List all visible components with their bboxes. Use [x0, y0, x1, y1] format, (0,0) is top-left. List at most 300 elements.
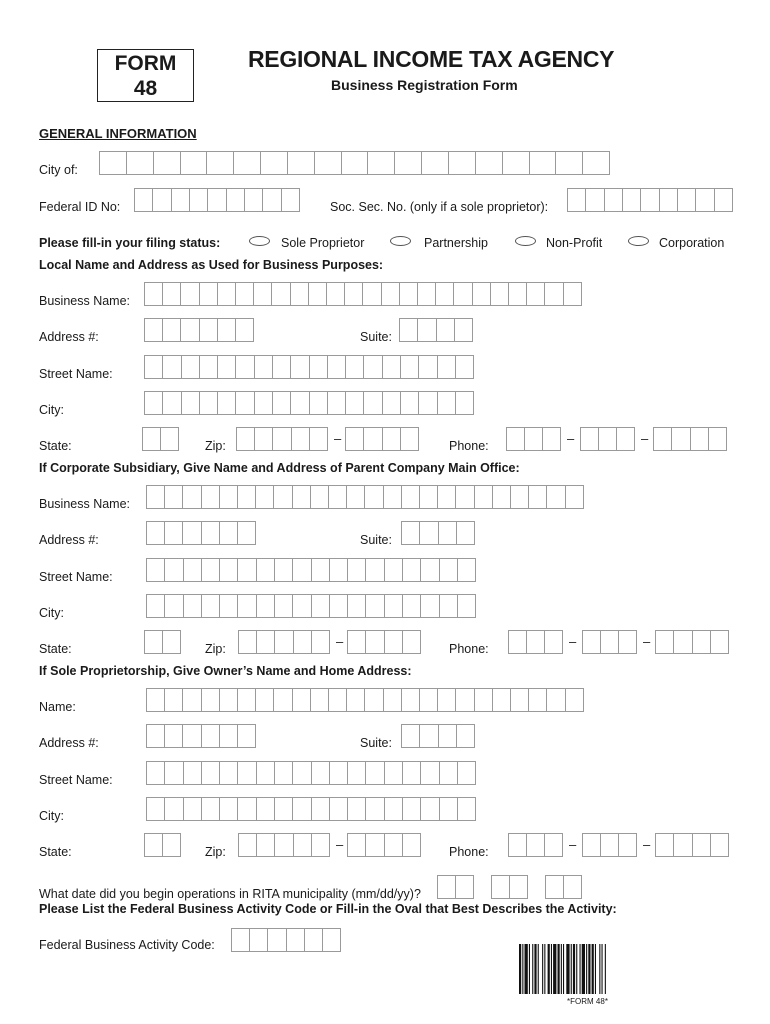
owner-zip-extension-field[interactable] [347, 833, 421, 857]
char-cell[interactable] [544, 283, 562, 305]
char-cell[interactable] [710, 834, 728, 856]
char-cell[interactable] [529, 152, 556, 174]
partnership-oval[interactable] [390, 236, 411, 246]
char-cell[interactable] [226, 189, 244, 211]
char-cell[interactable] [274, 595, 292, 617]
char-cell[interactable] [455, 486, 473, 508]
char-cell[interactable] [418, 356, 436, 378]
char-cell[interactable] [472, 283, 490, 305]
char-cell[interactable] [274, 762, 292, 784]
char-cell[interactable] [292, 595, 310, 617]
state-field[interactable] [142, 427, 179, 451]
char-cell[interactable] [164, 522, 182, 544]
char-cell[interactable] [585, 189, 603, 211]
char-cell[interactable] [671, 428, 689, 450]
char-cell[interactable] [271, 283, 289, 305]
char-cell[interactable] [162, 283, 180, 305]
char-cell[interactable] [384, 631, 402, 653]
owner-street-name-field[interactable] [146, 761, 476, 785]
parent-zip-extension-field[interactable] [347, 630, 421, 654]
char-cell[interactable] [509, 631, 526, 653]
char-cell[interactable] [217, 319, 235, 341]
char-cell[interactable] [402, 522, 419, 544]
char-cell[interactable] [382, 428, 400, 450]
char-cell[interactable] [162, 392, 180, 414]
char-cell[interactable] [219, 486, 237, 508]
char-cell[interactable] [254, 392, 272, 414]
char-cell[interactable] [273, 486, 291, 508]
char-cell[interactable] [417, 319, 435, 341]
char-cell[interactable] [273, 689, 291, 711]
char-cell[interactable] [457, 762, 475, 784]
char-cell[interactable] [145, 834, 162, 856]
char-cell[interactable] [145, 631, 162, 653]
char-cell[interactable] [346, 689, 364, 711]
char-cell[interactable] [290, 356, 308, 378]
char-cell[interactable] [293, 834, 311, 856]
char-cell[interactable] [583, 834, 600, 856]
char-cell[interactable] [153, 152, 180, 174]
char-cell[interactable] [327, 392, 345, 414]
owner-name-field[interactable] [146, 688, 584, 712]
char-cell[interactable] [274, 798, 292, 820]
char-cell[interactable] [510, 486, 528, 508]
char-cell[interactable] [402, 595, 420, 617]
char-cell[interactable] [253, 283, 271, 305]
char-cell[interactable] [346, 486, 364, 508]
char-cell[interactable] [201, 798, 219, 820]
char-cell[interactable] [201, 522, 219, 544]
char-cell[interactable] [290, 392, 308, 414]
owner-city-field[interactable] [146, 797, 476, 821]
char-cell[interactable] [439, 798, 457, 820]
char-cell[interactable] [181, 356, 199, 378]
char-cell[interactable] [402, 834, 420, 856]
char-cell[interactable] [164, 559, 182, 581]
char-cell[interactable] [162, 631, 180, 653]
owner-zip-field[interactable] [238, 833, 330, 857]
char-cell[interactable] [365, 762, 383, 784]
char-cell[interactable] [565, 486, 583, 508]
parent-phone-area-code-field[interactable] [508, 630, 563, 654]
char-cell[interactable] [419, 725, 437, 747]
char-cell[interactable] [618, 834, 636, 856]
char-cell[interactable] [346, 428, 363, 450]
char-cell[interactable] [147, 595, 164, 617]
char-cell[interactable] [546, 876, 563, 898]
char-cell[interactable] [219, 798, 237, 820]
char-cell[interactable] [528, 689, 546, 711]
char-cell[interactable] [199, 392, 217, 414]
char-cell[interactable] [526, 834, 544, 856]
char-cell[interactable] [182, 689, 200, 711]
char-cell[interactable] [365, 595, 383, 617]
char-cell[interactable] [400, 356, 418, 378]
phone-area-code-field[interactable] [506, 427, 561, 451]
char-cell[interactable] [286, 929, 304, 951]
char-cell[interactable] [237, 559, 255, 581]
char-cell[interactable] [542, 428, 560, 450]
char-cell[interactable] [400, 428, 418, 450]
non-profit-oval[interactable] [515, 236, 536, 246]
char-cell[interactable] [384, 595, 402, 617]
char-cell[interactable] [474, 689, 492, 711]
char-cell[interactable] [147, 559, 164, 581]
char-cell[interactable] [673, 834, 691, 856]
char-cell[interactable] [135, 189, 152, 211]
char-cell[interactable] [322, 929, 340, 951]
char-cell[interactable] [455, 876, 473, 898]
char-cell[interactable] [456, 725, 474, 747]
char-cell[interactable] [437, 392, 455, 414]
char-cell[interactable] [180, 152, 207, 174]
char-cell[interactable] [394, 152, 421, 174]
char-cell[interactable] [455, 356, 473, 378]
char-cell[interactable] [544, 631, 562, 653]
char-cell[interactable] [217, 392, 235, 414]
char-cell[interactable] [237, 522, 255, 544]
char-cell[interactable] [365, 834, 383, 856]
char-cell[interactable] [492, 876, 509, 898]
char-cell[interactable] [439, 559, 457, 581]
char-cell[interactable] [714, 189, 732, 211]
char-cell[interactable] [291, 428, 309, 450]
char-cell[interactable] [362, 283, 380, 305]
char-cell[interactable] [180, 319, 198, 341]
char-cell[interactable] [384, 559, 402, 581]
char-cell[interactable] [457, 595, 475, 617]
char-cell[interactable] [290, 283, 308, 305]
char-cell[interactable] [364, 486, 382, 508]
char-cell[interactable] [421, 152, 448, 174]
char-cell[interactable] [147, 522, 164, 544]
char-cell[interactable] [526, 631, 544, 653]
char-cell[interactable] [255, 486, 273, 508]
char-cell[interactable] [437, 689, 455, 711]
city-of-field[interactable] [99, 151, 610, 175]
char-cell[interactable] [145, 356, 162, 378]
char-cell[interactable] [255, 689, 273, 711]
char-cell[interactable] [507, 428, 524, 450]
char-cell[interactable] [237, 595, 255, 617]
char-cell[interactable] [363, 356, 381, 378]
char-cell[interactable] [217, 283, 235, 305]
phone-line-field[interactable] [653, 427, 727, 451]
char-cell[interactable] [256, 631, 274, 653]
char-cell[interactable] [126, 152, 153, 174]
char-cell[interactable] [262, 189, 280, 211]
char-cell[interactable] [457, 559, 475, 581]
char-cell[interactable] [219, 559, 237, 581]
char-cell[interactable] [147, 486, 164, 508]
char-cell[interactable] [311, 762, 329, 784]
char-cell[interactable] [145, 319, 162, 341]
char-cell[interactable] [436, 319, 454, 341]
char-cell[interactable] [189, 189, 207, 211]
char-cell[interactable] [219, 725, 237, 747]
char-cell[interactable] [382, 392, 400, 414]
parent-city-field[interactable] [146, 594, 476, 618]
char-cell[interactable] [401, 689, 419, 711]
char-cell[interactable] [654, 428, 671, 450]
char-cell[interactable] [237, 725, 255, 747]
char-cell[interactable] [448, 152, 475, 174]
activity-code-field[interactable] [231, 928, 341, 952]
char-cell[interactable] [563, 876, 581, 898]
char-cell[interactable] [600, 631, 618, 653]
parent-phone-line-field[interactable] [655, 630, 729, 654]
char-cell[interactable] [201, 559, 219, 581]
char-cell[interactable] [583, 631, 600, 653]
char-cell[interactable] [454, 319, 472, 341]
char-cell[interactable] [267, 929, 285, 951]
char-cell[interactable] [182, 486, 200, 508]
char-cell[interactable] [582, 152, 609, 174]
zip-field[interactable] [236, 427, 328, 451]
char-cell[interactable] [256, 559, 274, 581]
char-cell[interactable] [383, 486, 401, 508]
char-cell[interactable] [475, 152, 502, 174]
char-cell[interactable] [418, 392, 436, 414]
char-cell[interactable] [160, 428, 178, 450]
char-cell[interactable] [508, 283, 526, 305]
char-cell[interactable] [344, 283, 362, 305]
char-cell[interactable] [217, 356, 235, 378]
char-cell[interactable] [326, 283, 344, 305]
owner-phone-line-field[interactable] [655, 833, 729, 857]
char-cell[interactable] [293, 631, 311, 653]
char-cell[interactable] [145, 392, 162, 414]
char-cell[interactable] [292, 798, 310, 820]
char-cell[interactable] [162, 356, 180, 378]
char-cell[interactable] [402, 631, 420, 653]
char-cell[interactable] [329, 595, 347, 617]
char-cell[interactable] [492, 486, 510, 508]
char-cell[interactable] [183, 798, 201, 820]
char-cell[interactable] [565, 689, 583, 711]
parent-suite-field[interactable] [401, 521, 475, 545]
char-cell[interactable] [147, 689, 164, 711]
char-cell[interactable] [314, 152, 341, 174]
char-cell[interactable] [329, 798, 347, 820]
city-field[interactable] [144, 391, 474, 415]
char-cell[interactable] [292, 486, 310, 508]
owner-address-number-field[interactable] [146, 724, 256, 748]
char-cell[interactable] [419, 486, 437, 508]
char-cell[interactable] [568, 189, 585, 211]
char-cell[interactable] [345, 392, 363, 414]
address-number-field[interactable] [144, 318, 254, 342]
char-cell[interactable] [232, 929, 249, 951]
char-cell[interactable] [419, 522, 437, 544]
char-cell[interactable] [329, 559, 347, 581]
char-cell[interactable] [363, 392, 381, 414]
char-cell[interactable] [708, 428, 726, 450]
char-cell[interactable] [171, 189, 189, 211]
char-cell[interactable] [147, 798, 164, 820]
start-date-day-field[interactable] [491, 875, 528, 899]
char-cell[interactable] [365, 631, 383, 653]
char-cell[interactable] [272, 428, 290, 450]
char-cell[interactable] [201, 595, 219, 617]
char-cell[interactable] [490, 283, 508, 305]
char-cell[interactable] [546, 486, 564, 508]
char-cell[interactable] [345, 356, 363, 378]
start-date-month-field[interactable] [437, 875, 474, 899]
char-cell[interactable] [383, 689, 401, 711]
business-name-field[interactable] [144, 282, 582, 306]
char-cell[interactable] [348, 631, 365, 653]
char-cell[interactable] [622, 189, 640, 211]
char-cell[interactable] [329, 762, 347, 784]
char-cell[interactable] [164, 689, 182, 711]
char-cell[interactable] [152, 189, 170, 211]
char-cell[interactable] [201, 725, 219, 747]
parent-phone-prefix-field[interactable] [582, 630, 637, 654]
char-cell[interactable] [420, 595, 438, 617]
char-cell[interactable] [235, 319, 253, 341]
char-cell[interactable] [310, 486, 328, 508]
char-cell[interactable] [402, 798, 420, 820]
char-cell[interactable] [563, 283, 581, 305]
char-cell[interactable] [437, 486, 455, 508]
char-cell[interactable] [365, 559, 383, 581]
char-cell[interactable] [492, 689, 510, 711]
char-cell[interactable] [439, 595, 457, 617]
char-cell[interactable] [692, 631, 710, 653]
char-cell[interactable] [402, 762, 420, 784]
char-cell[interactable] [438, 876, 455, 898]
char-cell[interactable] [509, 834, 526, 856]
char-cell[interactable] [555, 152, 582, 174]
parent-street-name-field[interactable] [146, 558, 476, 582]
char-cell[interactable] [219, 762, 237, 784]
char-cell[interactable] [239, 834, 256, 856]
char-cell[interactable] [692, 834, 710, 856]
char-cell[interactable] [201, 486, 219, 508]
char-cell[interactable] [237, 486, 255, 508]
char-cell[interactable] [274, 834, 292, 856]
char-cell[interactable] [438, 725, 456, 747]
char-cell[interactable] [147, 762, 164, 784]
char-cell[interactable] [272, 392, 290, 414]
char-cell[interactable] [183, 595, 201, 617]
char-cell[interactable] [347, 762, 365, 784]
char-cell[interactable] [147, 725, 164, 747]
char-cell[interactable] [400, 392, 418, 414]
char-cell[interactable] [399, 283, 417, 305]
char-cell[interactable] [182, 725, 200, 747]
char-cell[interactable] [207, 189, 225, 211]
char-cell[interactable] [182, 522, 200, 544]
char-cell[interactable] [145, 283, 162, 305]
char-cell[interactable] [328, 486, 346, 508]
char-cell[interactable] [235, 392, 253, 414]
char-cell[interactable] [254, 428, 272, 450]
char-cell[interactable] [164, 798, 182, 820]
char-cell[interactable] [417, 283, 435, 305]
char-cell[interactable] [292, 559, 310, 581]
char-cell[interactable] [348, 834, 365, 856]
char-cell[interactable] [401, 486, 419, 508]
char-cell[interactable] [311, 559, 329, 581]
char-cell[interactable] [308, 283, 326, 305]
char-cell[interactable] [677, 189, 695, 211]
char-cell[interactable] [381, 283, 399, 305]
char-cell[interactable] [347, 595, 365, 617]
char-cell[interactable] [604, 189, 622, 211]
char-cell[interactable] [656, 631, 673, 653]
char-cell[interactable] [402, 725, 419, 747]
zip-extension-field[interactable] [345, 427, 419, 451]
char-cell[interactable] [309, 356, 327, 378]
char-cell[interactable] [382, 356, 400, 378]
char-cell[interactable] [100, 152, 126, 174]
parent-address-number-field[interactable] [146, 521, 256, 545]
char-cell[interactable] [309, 392, 327, 414]
char-cell[interactable] [281, 189, 299, 211]
char-cell[interactable] [453, 283, 471, 305]
char-cell[interactable] [439, 762, 457, 784]
char-cell[interactable] [420, 559, 438, 581]
char-cell[interactable] [659, 189, 677, 211]
char-cell[interactable] [162, 319, 180, 341]
char-cell[interactable] [287, 152, 314, 174]
owner-state-field[interactable] [144, 833, 181, 857]
char-cell[interactable] [502, 152, 529, 174]
char-cell[interactable] [600, 834, 618, 856]
char-cell[interactable] [367, 152, 394, 174]
char-cell[interactable] [365, 798, 383, 820]
char-cell[interactable] [400, 319, 417, 341]
owner-phone-area-code-field[interactable] [508, 833, 563, 857]
char-cell[interactable] [201, 762, 219, 784]
char-cell[interactable] [311, 798, 329, 820]
owner-phone-prefix-field[interactable] [582, 833, 637, 857]
char-cell[interactable] [420, 798, 438, 820]
char-cell[interactable] [256, 798, 274, 820]
char-cell[interactable] [420, 762, 438, 784]
char-cell[interactable] [457, 798, 475, 820]
char-cell[interactable] [272, 356, 290, 378]
parent-state-field[interactable] [144, 630, 181, 654]
char-cell[interactable] [199, 319, 217, 341]
ssn-field[interactable] [567, 188, 733, 212]
char-cell[interactable] [311, 595, 329, 617]
owner-suite-field[interactable] [401, 724, 475, 748]
char-cell[interactable] [524, 428, 542, 450]
char-cell[interactable] [402, 559, 420, 581]
char-cell[interactable] [206, 152, 233, 174]
char-cell[interactable] [219, 689, 237, 711]
char-cell[interactable] [384, 762, 402, 784]
char-cell[interactable] [510, 689, 528, 711]
char-cell[interactable] [673, 631, 691, 653]
char-cell[interactable] [526, 283, 544, 305]
char-cell[interactable] [455, 689, 473, 711]
char-cell[interactable] [292, 762, 310, 784]
char-cell[interactable] [581, 428, 598, 450]
sole-proprietor-oval[interactable] [249, 236, 270, 246]
char-cell[interactable] [237, 689, 255, 711]
char-cell[interactable] [618, 631, 636, 653]
char-cell[interactable] [183, 762, 201, 784]
char-cell[interactable] [256, 834, 274, 856]
char-cell[interactable] [347, 798, 365, 820]
char-cell[interactable] [455, 392, 473, 414]
char-cell[interactable] [181, 392, 199, 414]
char-cell[interactable] [710, 631, 728, 653]
